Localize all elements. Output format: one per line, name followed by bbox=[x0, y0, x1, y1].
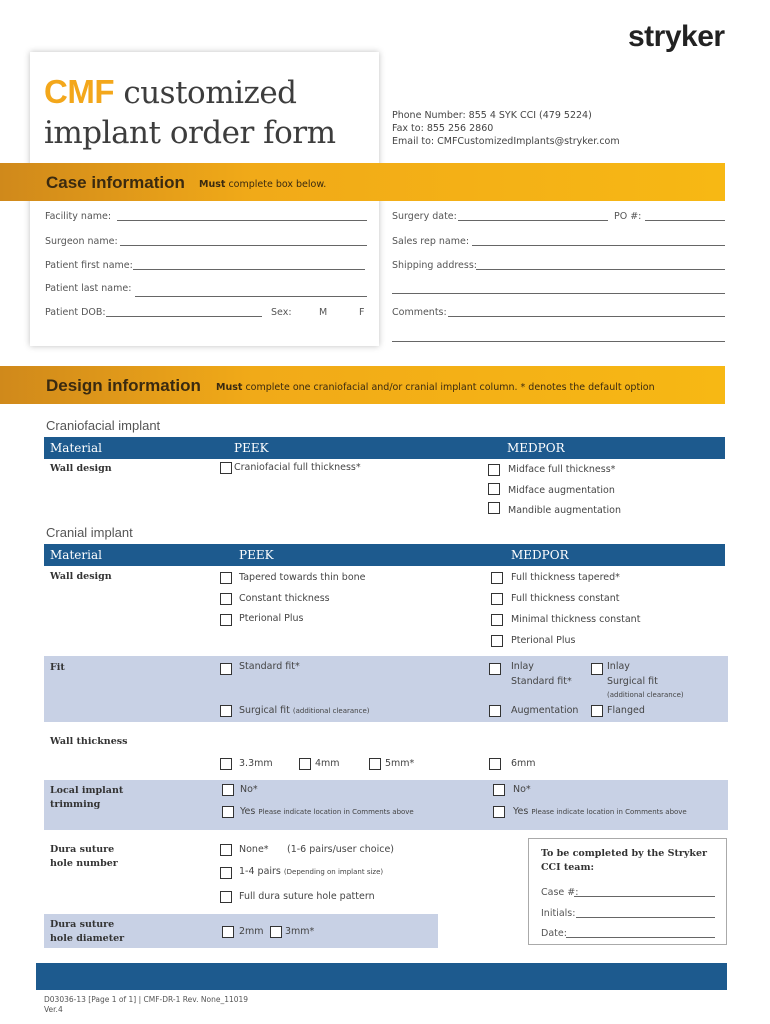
cci-heading: To be completed by the Stryker CCI team: bbox=[541, 848, 707, 873]
inlay-surgical-note-text: (additional clearance) bbox=[607, 691, 684, 699]
tapered-thin-bone-checkbox[interactable] bbox=[220, 572, 232, 584]
dob-field[interactable] bbox=[106, 316, 262, 317]
local-trimming-label: Local implant trimming bbox=[50, 785, 124, 810]
surgical-fit-text: Surgical fit bbox=[239, 705, 290, 716]
dura-none-note: (1-6 pairs/user choice) bbox=[287, 844, 395, 855]
design-info-must: Must bbox=[216, 382, 243, 393]
design-info-note bbox=[216, 382, 655, 393]
facility-label: Facility name: bbox=[45, 211, 112, 222]
thickness-6mm-checkbox[interactable] bbox=[489, 758, 501, 770]
footer-line1: D03036-13 [Page 1 of 1] | CMF-DR-1 Rev. None_11019 bbox=[44, 995, 249, 1004]
augmentation-label: Augmentation bbox=[511, 705, 579, 716]
craniofacial-full-thickness-label: Craniofacial full thickness* bbox=[234, 462, 361, 473]
trimming-yes-medpor-text: Yes bbox=[513, 806, 529, 817]
trimming-yes-medpor-checkbox[interactable] bbox=[493, 806, 505, 818]
craniofacial-full-thickness-checkbox[interactable] bbox=[220, 462, 232, 474]
po-label: PO #: bbox=[614, 211, 642, 222]
midface-full-thickness-label: Midface full thickness* bbox=[508, 464, 616, 475]
dura-none-checkbox[interactable] bbox=[220, 844, 232, 856]
midface-augmentation-label: Midface augmentation bbox=[508, 485, 615, 496]
craniofacial-material-bar bbox=[44, 437, 725, 459]
stryker-logo: stryker bbox=[628, 20, 725, 53]
trimming-yes-peek-label bbox=[240, 806, 414, 817]
thickness-5mm-checkbox[interactable] bbox=[369, 758, 381, 770]
constant-thickness-checkbox[interactable] bbox=[220, 593, 232, 605]
footer-bar bbox=[36, 963, 727, 990]
trimming-no-medpor-checkbox[interactable] bbox=[493, 784, 505, 796]
sales-rep-field[interactable] bbox=[472, 245, 725, 246]
flanged-label: Flanged bbox=[607, 705, 645, 716]
dura-pairs-label bbox=[239, 866, 383, 877]
dura-hole-number-label: Dura suture hole number bbox=[50, 844, 118, 869]
full-thickness-constant-label: Full thickness constant bbox=[511, 593, 620, 604]
craniofacial-peek-header: PEEK bbox=[234, 441, 269, 455]
cranial-wall-design-label: Wall design bbox=[50, 571, 112, 582]
trimming-no-peek-label: No* bbox=[240, 784, 258, 795]
case-info-heading: Case information bbox=[46, 173, 185, 192]
dura-full-pattern-checkbox[interactable] bbox=[220, 891, 232, 903]
craniofacial-material-label: Material bbox=[50, 441, 102, 455]
surgical-fit-checkbox[interactable] bbox=[220, 705, 232, 717]
sex-f-option[interactable]: F bbox=[359, 307, 365, 318]
surgical-fit-note: (additional clearance) bbox=[292, 707, 370, 715]
contact-fax: Fax to: 855 256 2860 bbox=[392, 123, 494, 134]
pterional-plus-medpor-label: Pterional Plus bbox=[511, 635, 576, 646]
sex-label: Sex: bbox=[271, 307, 292, 318]
title-cmf: CMF bbox=[44, 73, 114, 110]
sex-m-option[interactable]: M bbox=[319, 307, 328, 318]
tapered-thin-bone-label: Tapered towards thin bone bbox=[239, 572, 366, 583]
cci-case-field[interactable] bbox=[574, 896, 715, 897]
shipping-field[interactable] bbox=[476, 269, 725, 270]
thickness-3-3mm-checkbox[interactable] bbox=[220, 758, 232, 770]
cci-initials-label: Initials: bbox=[541, 908, 576, 919]
dura-2mm-label: 2mm bbox=[239, 926, 264, 937]
mandible-augmentation-checkbox[interactable] bbox=[488, 502, 500, 514]
trimming-yes-peek-checkbox[interactable] bbox=[222, 806, 234, 818]
flanged-checkbox[interactable] bbox=[591, 705, 603, 717]
shipping-label: Shipping address: bbox=[392, 260, 477, 271]
constant-thickness-label: Constant thickness bbox=[239, 593, 330, 604]
dura-3mm-label: 3mm* bbox=[285, 926, 315, 937]
dura-2mm-checkbox[interactable] bbox=[222, 926, 234, 938]
surgery-date-field[interactable] bbox=[458, 220, 608, 221]
augmentation-checkbox[interactable] bbox=[489, 705, 501, 717]
inlay-surgical-checkbox[interactable] bbox=[591, 663, 603, 675]
thickness-4mm-label: 4mm bbox=[315, 758, 340, 769]
standard-fit-checkbox[interactable] bbox=[220, 663, 232, 675]
pterional-plus-peek-label: Pterional Plus bbox=[239, 613, 304, 624]
dura-pairs-note: (Depending on implant size) bbox=[283, 868, 384, 876]
dob-label: Patient DOB: bbox=[45, 307, 106, 318]
trimming-yes-medpor-note: Please indicate location in Comments above bbox=[531, 808, 687, 816]
trimming-yes-peek-note: Please indicate location in Comments above bbox=[258, 808, 414, 816]
standard-fit-label: Standard fit* bbox=[239, 661, 300, 672]
minimal-thickness-constant-label: Minimal thickness constant bbox=[511, 614, 641, 625]
midface-full-thickness-checkbox[interactable] bbox=[488, 464, 500, 476]
comments-field[interactable] bbox=[448, 316, 725, 317]
design-info-note-text: complete one craniofacial and/or cranial implant column. * denotes the default option bbox=[242, 382, 655, 393]
cci-case-label: Case #: bbox=[541, 887, 579, 898]
dura-3mm-checkbox[interactable] bbox=[270, 926, 282, 938]
craniofacial-medpor-header: MEDPOR bbox=[507, 441, 565, 455]
patient-first-label: Patient first name: bbox=[45, 260, 133, 271]
midface-augmentation-checkbox[interactable] bbox=[488, 483, 500, 495]
thickness-4mm-checkbox[interactable] bbox=[299, 758, 311, 770]
contact-phone: Phone Number: 855 4 SYK CCI (479 5224) bbox=[392, 110, 592, 121]
pterional-plus-peek-checkbox[interactable] bbox=[220, 614, 232, 626]
inlay-label-2: Inlay bbox=[607, 661, 630, 672]
pterional-plus-medpor-checkbox[interactable] bbox=[491, 635, 503, 647]
thickness-5mm-label: 5mm* bbox=[385, 758, 415, 769]
mandible-augmentation-label: Mandible augmentation bbox=[508, 505, 621, 516]
cci-initials-field[interactable] bbox=[576, 917, 715, 918]
craniofacial-heading: Craniofacial implant bbox=[46, 418, 161, 433]
minimal-thickness-constant-checkbox[interactable] bbox=[491, 614, 503, 626]
inlay-standard-fit-label: Standard fit* bbox=[511, 676, 572, 687]
case-info-note-text: complete box below. bbox=[225, 179, 327, 190]
full-thickness-constant-checkbox[interactable] bbox=[491, 593, 503, 605]
surgeon-label: Surgeon name: bbox=[45, 236, 118, 247]
case-info-note bbox=[199, 179, 326, 190]
title-line1: customized bbox=[113, 75, 297, 111]
cranial-peek-header: PEEK bbox=[239, 548, 274, 562]
cci-date-field[interactable] bbox=[566, 937, 715, 938]
footer-text bbox=[44, 995, 248, 1015]
dura-full-pattern-label: Full dura suture hole pattern bbox=[239, 891, 375, 902]
po-field[interactable] bbox=[645, 220, 725, 221]
surgery-date-label: Surgery date: bbox=[392, 211, 457, 222]
thickness-6mm-label: 6mm bbox=[511, 758, 536, 769]
title-line2: implant order form bbox=[44, 115, 336, 151]
fit-label: Fit bbox=[50, 662, 65, 673]
dura-hole-diameter-label: Dura suture hole diameter bbox=[50, 919, 125, 944]
dura-pairs-checkbox[interactable] bbox=[220, 867, 232, 879]
full-thickness-tapered-checkbox[interactable] bbox=[491, 572, 503, 584]
inlay-label: Inlay bbox=[511, 661, 534, 672]
surgeon-field[interactable] bbox=[120, 245, 367, 246]
patient-last-field[interactable] bbox=[135, 296, 367, 297]
comments-field-line2[interactable] bbox=[392, 341, 725, 342]
design-info-heading: Design information bbox=[46, 376, 201, 395]
cci-date-label: Date: bbox=[541, 928, 567, 939]
facility-field[interactable] bbox=[117, 220, 367, 221]
trimming-yes-medpor-label bbox=[513, 806, 687, 817]
patient-last-label: Patient last name: bbox=[45, 283, 132, 294]
cranial-material-bar bbox=[44, 544, 725, 566]
inlay-standard-checkbox[interactable] bbox=[489, 663, 501, 675]
sales-rep-label: Sales rep name: bbox=[392, 236, 470, 247]
thickness-3-3mm-label: 3.3mm bbox=[239, 758, 273, 769]
inlay-surgical-fit-note bbox=[607, 689, 684, 700]
trimming-row bbox=[44, 780, 728, 830]
cranial-material-label: Material bbox=[50, 548, 102, 562]
case-info-must: Must bbox=[199, 179, 226, 190]
trimming-no-peek-checkbox[interactable] bbox=[222, 784, 234, 796]
footer-line2: Ver.4 bbox=[44, 1005, 63, 1014]
shipping-field-line2[interactable] bbox=[392, 293, 725, 294]
craniofacial-wall-design-label: Wall design bbox=[50, 463, 112, 474]
dura-pairs-text: 1-4 pairs bbox=[239, 866, 281, 877]
contact-email: Email to: CMFCustomizedImplants@stryker.com bbox=[392, 136, 620, 147]
inlay-surgical-fit-label: Surgical fit bbox=[607, 676, 658, 687]
trimming-no-medpor-label: No* bbox=[513, 784, 531, 795]
cranial-heading: Cranial implant bbox=[46, 525, 133, 540]
dura-none-label: None* bbox=[239, 844, 269, 855]
trimming-yes-peek-text: Yes bbox=[240, 806, 256, 817]
wall-thickness-label: Wall thickness bbox=[50, 736, 128, 747]
full-thickness-tapered-label: Full thickness tapered* bbox=[511, 572, 620, 583]
cranial-medpor-header: MEDPOR bbox=[511, 548, 569, 562]
patient-first-field[interactable] bbox=[133, 269, 365, 270]
comments-label: Comments: bbox=[392, 307, 447, 318]
surgical-fit-label bbox=[239, 705, 370, 716]
form-title bbox=[44, 72, 374, 153]
